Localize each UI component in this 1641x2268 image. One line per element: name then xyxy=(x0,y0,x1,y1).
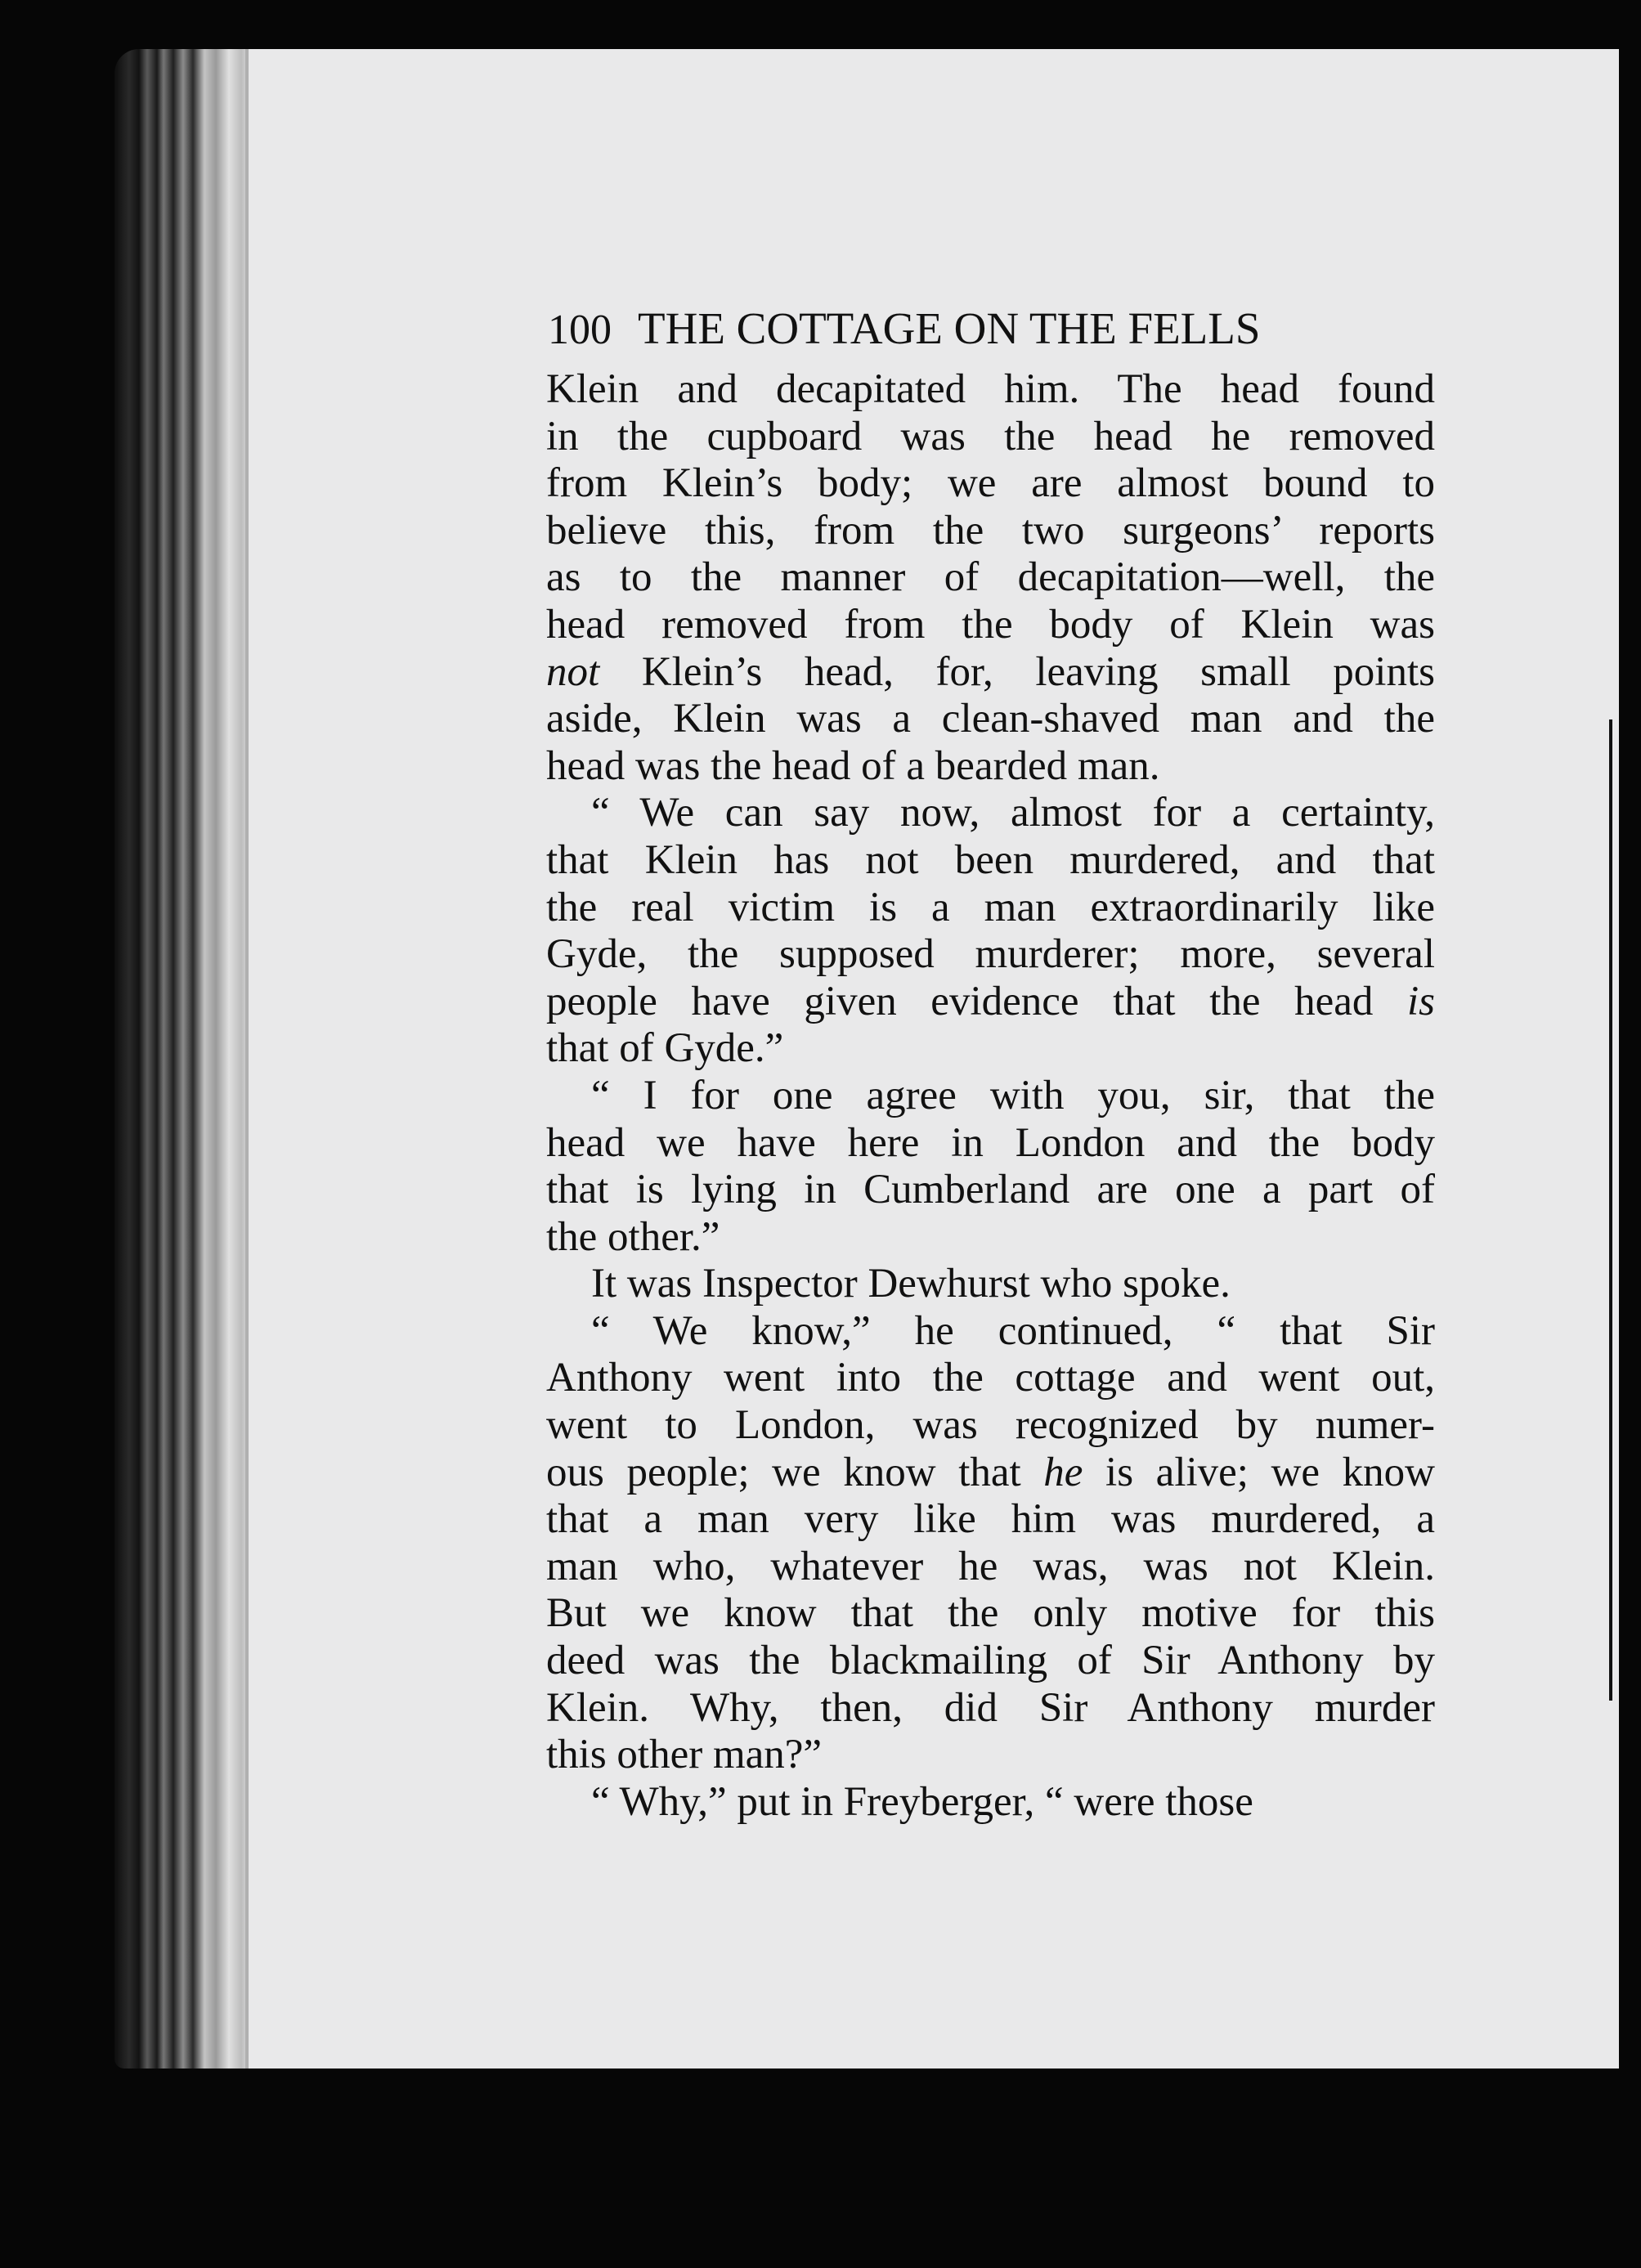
paragraph xyxy=(546,1261,1435,1308)
text-line xyxy=(546,649,1435,697)
italic-word: he xyxy=(1043,1449,1083,1495)
line-text: ous people; we know that xyxy=(546,1449,1044,1495)
text-line: the other.” xyxy=(546,1213,720,1260)
text-line: aside, Klein was a clean-shaved man and the xyxy=(546,696,1435,742)
text-line: Anthony went into the cottage and went out, xyxy=(546,1355,1435,1401)
running-head xyxy=(548,296,1439,363)
text-line: the real victim is a man extraordinarily like xyxy=(546,884,1435,930)
text-line: It was Inspector Dewhurst who spoke. xyxy=(591,1261,1231,1307)
text-line: “ Why,” put in Freyberger, “ were those xyxy=(591,1778,1253,1825)
text-line: “ I for one agree with you, sir, that the xyxy=(591,1072,1435,1118)
line-text: Klein’s head, for, leaving small points xyxy=(599,648,1435,695)
text-line: that Klein has not been murdered, and that xyxy=(546,836,1435,883)
italic-word: not xyxy=(546,648,600,695)
body-text xyxy=(546,366,1435,1826)
scan-edge-shadow xyxy=(1609,719,1612,1701)
text-line: head we have here in London and the body xyxy=(546,1119,1435,1166)
text-line: head was the head of a bearded man. xyxy=(546,742,1160,789)
text-line: man who, whatever he was, was not Klein. xyxy=(546,1543,1435,1589)
text-line xyxy=(546,1450,1435,1497)
text-line: that a man very like him was murdered, a xyxy=(546,1496,1435,1543)
text-line: went to London, was recognized by numer- xyxy=(546,1402,1435,1449)
italic-word: is xyxy=(1406,978,1435,1024)
text-line: “ We know,” he continued, “ that Sir xyxy=(591,1307,1435,1354)
paragraph xyxy=(546,790,1435,1073)
text-line: Gyde, the supposed murderer; more, several xyxy=(546,931,1435,978)
text-line xyxy=(546,979,1435,1026)
text-line: deed was the blackmailing of Sir Anthony by xyxy=(546,1638,1435,1684)
text-line: in the cupboard was the head he removed xyxy=(546,413,1435,459)
text-line: as to the manner of decapitation—well, the xyxy=(546,554,1435,601)
running-title: THE COTTAGE ON THE FELLS xyxy=(638,303,1261,353)
page-number: 100 xyxy=(548,307,612,353)
line-text: is alive; we know xyxy=(1083,1449,1435,1495)
line-text: people have given evidence that the head xyxy=(546,978,1407,1024)
text-line: “ We can say now, almost for a certainty, xyxy=(591,790,1435,836)
paragraph xyxy=(546,1073,1435,1261)
paragraph xyxy=(546,1779,1435,1827)
text-line: from Klein’s body; we are almost bound to xyxy=(546,460,1435,507)
text-line: head removed from the body of Klein was xyxy=(546,601,1435,648)
text-line: that of Gyde.” xyxy=(546,1025,784,1072)
paragraph xyxy=(546,366,1435,790)
text-line: believe this, from the two surgeons’ reports xyxy=(546,507,1435,554)
paragraph xyxy=(546,1308,1435,1779)
text-line: Klein and decapitated him. The head found xyxy=(546,366,1435,412)
text-line: this other man?” xyxy=(546,1732,823,1778)
page-fold xyxy=(245,49,249,2069)
text-line: Klein. Why, then, did Sir Anthony murder xyxy=(546,1684,1435,1731)
text-line: that is lying in Cumberland are one a part of xyxy=(546,1167,1435,1213)
text-line: But we know that the only motive for this xyxy=(546,1590,1435,1637)
page-edges xyxy=(114,49,262,2069)
